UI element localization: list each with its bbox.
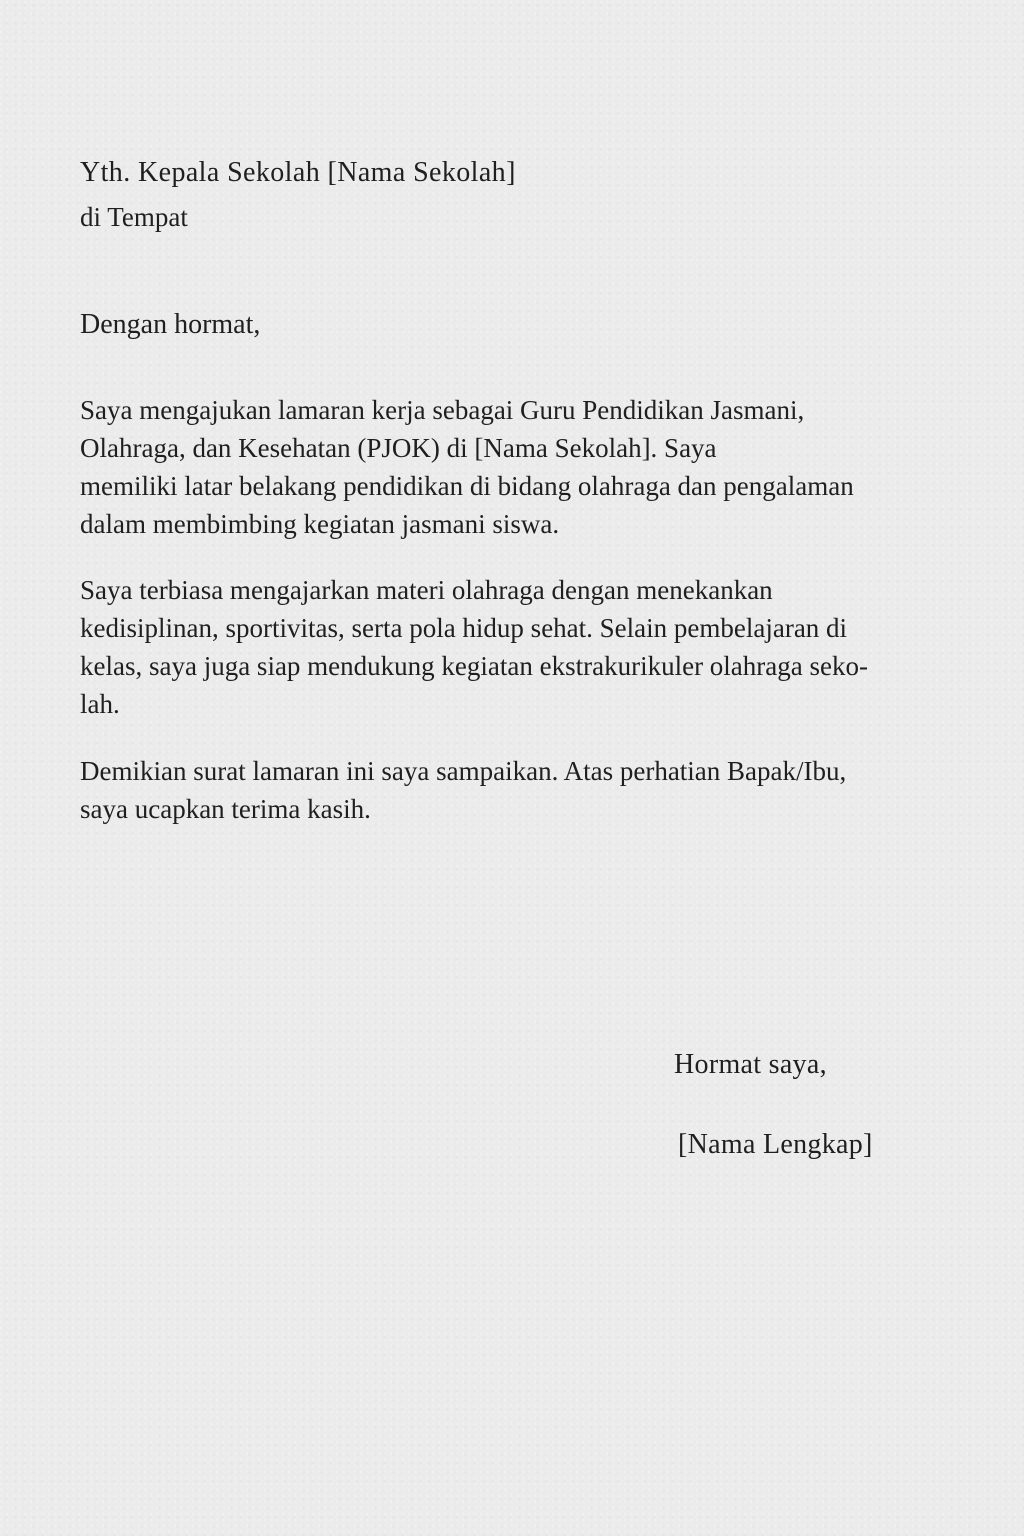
paragraph-line: Demikian surat lamaran ini saya sampaikan. Atas perhatian Bapak/Ibu, xyxy=(80,756,847,786)
signature-name: [Nama Lengkap] xyxy=(678,1129,873,1160)
paragraph-line: kedisiplinan, sportivitas, serta pola hidup sehat. Selain pembelajaran di xyxy=(80,613,848,643)
paragraph-line: Saya terbiasa mengajarkan materi olahraga dengan menekankan xyxy=(80,575,773,605)
paragraph-line: Saya mengajukan lamaran kerja sebagai Guru Pendidikan Jasmani, xyxy=(80,395,805,425)
closing-phrase: Hormat saya, xyxy=(674,1049,827,1080)
paragraph-line: saya ucapkan terima kasih. xyxy=(80,794,371,824)
paragraph-closing xyxy=(80,752,960,828)
paragraph-line: lah. xyxy=(80,689,120,719)
paragraph-line: Olahraga, dan Kesehatan (PJOK) di [Nama Sekolah]. Saya xyxy=(80,433,717,463)
paragraph-line: dalam membimbing kegiatan jasmani siswa. xyxy=(80,509,560,539)
recipient-location: di Tempat xyxy=(80,202,188,232)
paragraph-line: kelas, saya juga siap mendukung kegiatan ekstrakurikuler olahraga seko- xyxy=(80,651,868,681)
paragraph-experience xyxy=(80,571,960,723)
salutation: Dengan hormat, xyxy=(80,309,261,340)
recipient-line: Yth. Kepala Sekolah [Nama Sekolah] xyxy=(80,157,516,188)
paragraph-line: memiliki latar belakang pendidikan di bidang olahraga dan pengalaman xyxy=(80,471,854,501)
paragraph-application xyxy=(80,391,960,543)
